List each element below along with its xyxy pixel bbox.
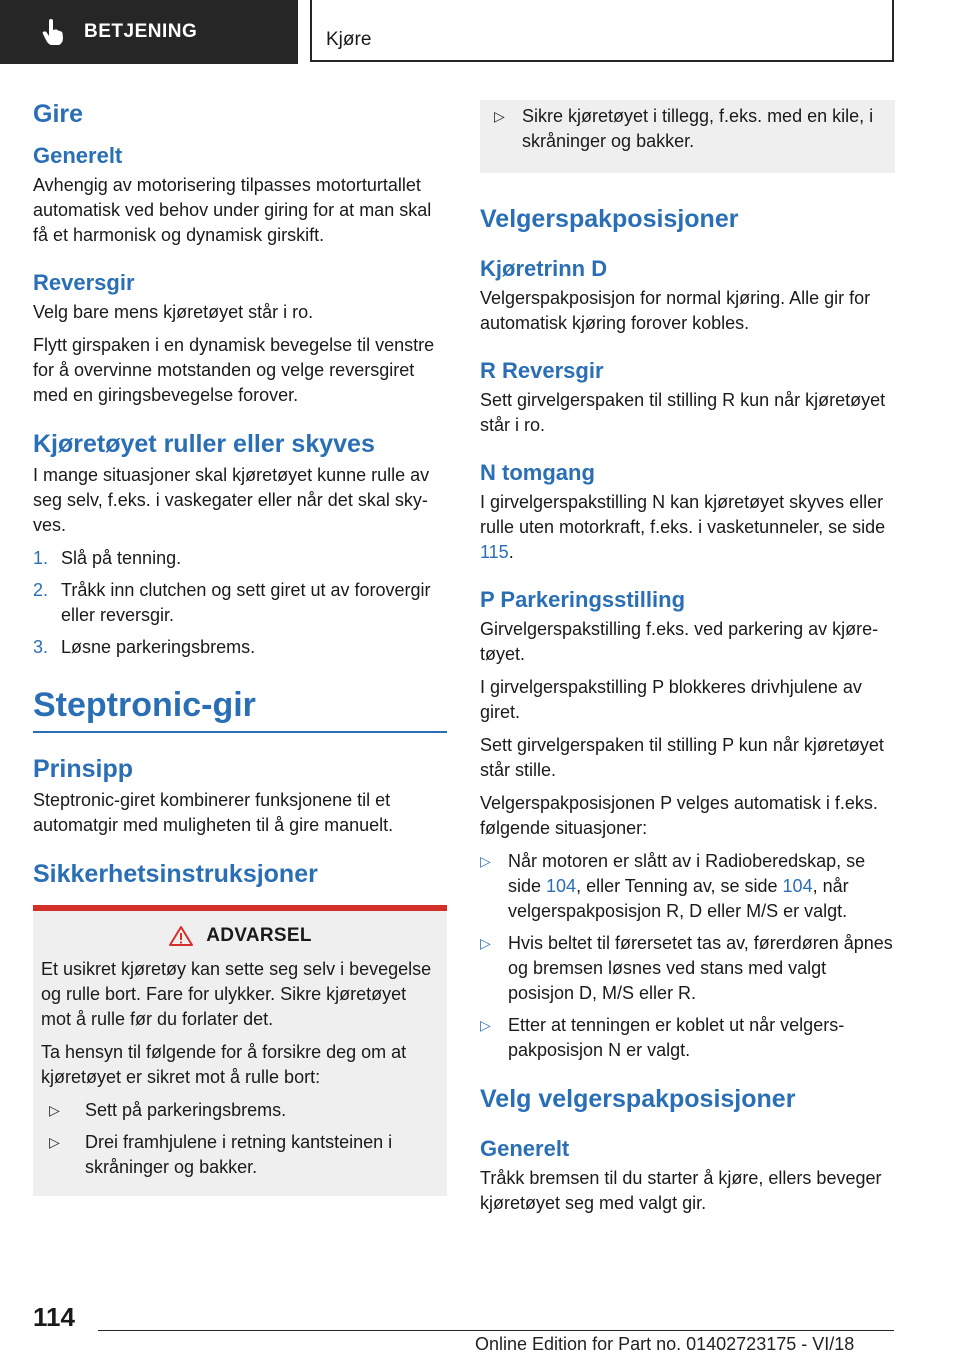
heading-r: R Reversgir [480, 358, 604, 383]
heading-gire: Gire [33, 100, 84, 128]
paragraph-p-2: I girvelgerspakstilling P blokkeres drivhjulene av giret. [480, 677, 862, 722]
section-label: BETJENING [84, 21, 198, 42]
paragraph-reversgir-2: Flytt girspaken i en dynamisk bevegelse til venstre for å overvinne motstanden og velge reversgiret med en giringsbevegelse forover. [33, 335, 435, 405]
chapter-header [310, 0, 894, 62]
paragraph-prinsipp: Steptronic-giret kombinerer funksjonene til et automatgir med muligheten til å gire manuelt. [33, 790, 394, 835]
heading-sikkerhet: Sikkerhetsinstruksjoner [33, 860, 318, 888]
page-link[interactable]: 104 [782, 876, 813, 896]
list-item: ▷ Etter at tenningen er koblet ut når velgerspakposisjon N er valgt. [480, 1015, 845, 1060]
heading-velg: Velg velgerspakposisjoner [480, 1085, 796, 1113]
heading-velg-generelt: Generelt [480, 1136, 570, 1161]
heading-n: N tomgang [480, 460, 595, 485]
right-column [480, 100, 895, 1224]
list-item: ▷ Sikre kjøretøyet i tillegg, f.eks. med en kile, i skråninger og bakker. [494, 106, 874, 151]
warning-text-2: Ta hensyn til følgende for å forsikre deg om at kjøretøyet er sikret mot å rulle bort: [41, 1042, 407, 1087]
page-link[interactable]: 104 [546, 876, 577, 896]
triangle-bullet-icon: ▷ [480, 935, 491, 951]
chapter-title: Kjøre [326, 29, 372, 50]
paragraph-generelt: Avhengig av motorisering tilpasses motorturtallet automatisk ved behov under giring for at man skal få et harmonisk og dynamisk girskift. [33, 175, 432, 245]
left-column [33, 100, 447, 1196]
heading-prinsipp: Prinsipp [33, 755, 134, 783]
section-tab [0, 0, 298, 64]
list-item: ▷ Drei framhjulene i retning kantsteinen i skråninger og bakker. [49, 1132, 393, 1177]
heading-p: P Parkeringsstilling [480, 587, 686, 612]
list-item: ▷ Sett på parkeringsbrems. [49, 1098, 439, 1123]
list-item: ▷ Når motoren er slått av i Radioberedskap, se side 104, eller Tenning av, se side 104, når velgerspakposisjon R, D eller M/S er valgt. [480, 851, 866, 921]
triangle-bullet-icon: ▷ [480, 853, 491, 869]
page-number: 114 [33, 1302, 75, 1332]
list-item: 2. Tråkk inn clutchen og sett giret ut av forovergir eller reversgir. [33, 580, 431, 625]
footer-divider [98, 1330, 894, 1331]
triangle-bullet-icon: ▷ [49, 1102, 60, 1118]
list-item: 1. Slå på tenning. [33, 548, 182, 568]
chapter-divider [33, 731, 447, 733]
warning-box-continued [480, 100, 895, 173]
heading-steptronic: Steptronic-gir [33, 686, 256, 724]
step-list [33, 546, 447, 660]
heading-ruller: Kjøretøyet ruller eller skyves [33, 430, 375, 458]
paragraph-p-3: Sett girvelgerspaken til stilling P kun når kjøretøyet står stille. [480, 735, 884, 780]
warning-text-1: Et usikret kjøretøy kan sette seg selv i bevegelse og rulle bort. Fare for ulykker. Sikre kjøretøyet mot å rulle før du forlater det. [41, 959, 432, 1029]
triangle-bullet-icon: ▷ [494, 108, 505, 124]
paragraph-d: Velgerspakposisjon for normal kjøring. Alle gir for automatisk kjøring forover kobles. [480, 288, 871, 333]
heading-velgerspak: Velgerspakposisjoner [480, 205, 739, 233]
list-item: ▷ Hvis beltet til førersetet tas av, førerdøren åpnes og bremsen løsnes ved stans med valgt posisjon D, M/S eller R. [480, 933, 893, 1003]
situation-list [480, 849, 895, 1063]
paragraph-p-1: Girvelgerspakstilling f.eks. ved parkering av kjøretøyet. [480, 619, 879, 664]
paragraph-r: Sett girvelgerspaken til stilling R kun når kjøretøyet står i ro. [480, 390, 886, 435]
paragraph-ruller: I mange situasjoner skal kjøretøyet kunne rulle av seg selv, f.eks. i vaskegater eller når det skal skyves. [33, 465, 430, 535]
footer-edition: Online Edition for Part no. 01402723175 - VI/18 [475, 1334, 855, 1354]
paragraph-p-4: Velgerspakposisjonen P velges automatisk i f.eks. følgende situasjoner: [480, 793, 878, 838]
triangle-bullet-icon: ▷ [49, 1134, 60, 1150]
warning-label: ADVARSEL [206, 925, 312, 946]
page-link[interactable]: 115 [480, 542, 509, 562]
warning-box [33, 905, 447, 1196]
hand-pointer-icon [40, 18, 66, 46]
heading-generelt: Generelt [33, 143, 123, 168]
paragraph-reversgir-1: Velg bare mens kjøretøyet står i ro. [33, 302, 314, 322]
warning-triangle-icon [168, 925, 194, 947]
heading-reversgir: Reversgir [33, 270, 135, 295]
paragraph-n: I girvelgerspakstilling N kan kjøretøyet skyves eller rulle uten motorkraft, f.eks. i vasketunneler, se side 115. [480, 492, 886, 562]
list-item: 3. Løsne parkeringsbrems. [33, 637, 256, 657]
heading-kjoretrinn-d: Kjøretrinn D [480, 256, 608, 281]
triangle-bullet-icon: ▷ [480, 1017, 491, 1033]
warning-list [41, 1098, 439, 1180]
paragraph-velg-generelt: Tråkk bremsen til du starter å kjøre, ellers beveger kjøretøyet seg med valgt gir. [480, 1168, 882, 1213]
